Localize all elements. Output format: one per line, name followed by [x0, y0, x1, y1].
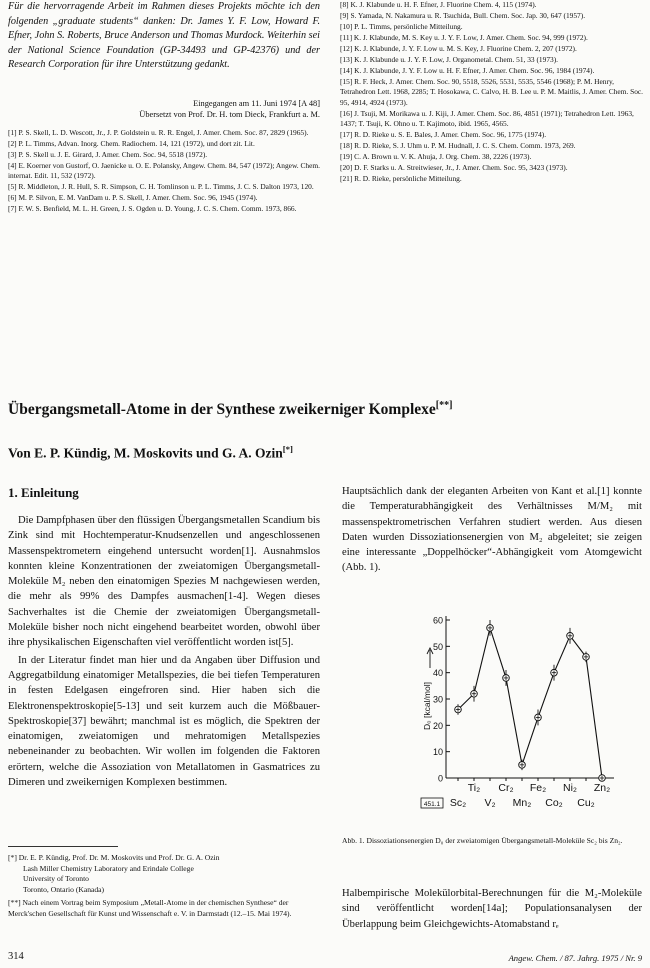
reference-item: [12] K. J. Klabunde, J. Y. F. Low u. M. S. Key, J. Fluorine Chem. 2, 207 (1972).: [340, 44, 577, 53]
reference-item: [8] K. J. Klabunde u. H. F. Efner, J. Fluorine Chem. 4, 115 (1974).: [340, 0, 537, 9]
reference-item: [1] P. S. Skell, L. D. Wescott, Jr., J. P. Goldstein u. R. R. Engel, J. Amer. Chem. Soc. 87, 2829 (1965).: [8, 128, 309, 137]
reference-item: [6] M. P. Silvon, E. M. VanDam u. P. S. Skell, J. Amer. Chem. Soc. 96, 1945 (1974).: [8, 193, 258, 203]
paragraph: Die Dampfphasen über den flüssigen Übergangsmetallen Scandium bis Zink sind mit Hochtemperatur-Knudsenzellen und angeschlossenen Massenspektrometern eingehend untersucht worden[1]. Ausnahmslos konnten kleine Konzentrationen der zweiatomigen Übergangsmetall-Moleküle M₂ neben den einatomigen Spezies M nachgewiesen werden, die mehr als 99% des Dampfes ausmachen[1-4]. Wegen dieses Sachverhaltes ist die Chemie der zweiatomigen Übergangsmetall-Moleküle bisher noch nicht eingehend bearbeitet worden, obwohl über ihre physikalischen Eigenschaften viel veröffentlicht worden ist[5].: [8, 515, 320, 649]
section-heading: 1. Einleitung: [8, 485, 79, 500]
journal-footer: Angew. Chem. / 87. Jahrg. 1975 / Nr. 9: [508, 953, 642, 963]
figure-label: 451.1: [423, 801, 441, 808]
reference-item: [2] P. L. Timms, Advan. Inorg. Chem. Radiochem. 14, 121 (1972), und dort zit. Lit.: [8, 139, 255, 148]
reference-item: [5] R. Middleton, J. R. Hull, S. R. Simpson, C. H. Tomlinson u. P. L. Timms, J. C. S. Dalton 1973, 120.: [8, 182, 314, 192]
footnote-rule: [8, 846, 118, 847]
article-title-text: Übergangsmetall-Atome in der Synthese zweikerniger Komplexe: [8, 401, 436, 419]
reference-item: [7] F. W. S. Benfield, M. L. H. Green, J. S. Ogden u. D. Young, J. C. S. Chem. Comm. 1973, 866.: [8, 204, 297, 214]
x-tick-label: Ti₂: [467, 782, 481, 794]
footnote-address-line: Toronto, Ontario (Kanada): [23, 884, 105, 894]
reference-item: [3] P. S. Skell u. J. E. Girard, J. Amer. Chem. Soc. 94, 5518 (1972).: [8, 150, 208, 159]
y-tick-label: 0: [437, 773, 443, 784]
title-footnote-mark: [**]: [435, 400, 453, 411]
paragraph: In der Literatur findet man hier und da Angaben über Diffusion und Aggregatbildung einatomiger Metallspezies, die bei tiefen Temperaturen in festen Edelgasen eingefroren sind. Hier haben sich die Elektronenspektroskopie[5-13] und seit kurzem auch die Mößbauer-Spektroskopie[37] bewährt; manchmal ist es möglich, die Spektren der einatomigen, zweiatomigen und mehratomigen Metallspezies nebeneinander zu beobachten. Wir wollen im folgenden die Faktoren erörtern, welche die Assoziation von Metallatomen in Gasmatrices zu Dimeren und zweikernigen Komplexen bestimmen.: [8, 654, 320, 789]
footnote-address-line: University of Toronto: [23, 874, 89, 883]
reference-item: [16] J. Tsuji, M. Morikawa u. J. Kiji, J. Amer. Chem. Soc. 86, 4851 (1971); Tetrahedron Lett. 1963, 1437; T. Tsuji, K. Ohno u. T. Kajimoto, ibid. 1965, 4565.: [340, 108, 634, 129]
reference-item: [13] K. J. Klabunde u. J. Y. F. Low, J. Organometal. Chem. 51, 33 (1973).: [340, 55, 559, 64]
y-tick-label: 10: [432, 747, 443, 758]
reference-item: [21] R. D. Rieke, persönliche Mitteilung.: [340, 174, 462, 184]
dissociation-energy-chart: [420, 606, 644, 832]
reference-item: [20] D. F. Starks u. A. Streitwieser, Jr., J. Amer. Chem. Soc. 95, 3423 (1973).: [340, 163, 568, 173]
authors-footnote-mark: [*]: [282, 444, 293, 454]
reference-item: [11] K. J. Klabunde, M. S. Key u. J. Y. F. Low, J. Amer. Chem. Soc. 94, 999 (1972).: [340, 33, 588, 42]
received-note: [8, 98, 320, 120]
x-tick-label: Zn₂: [593, 782, 611, 794]
received-date: Eingegangen am 11. Juni 1974 [A 48]: [193, 99, 320, 108]
x-tick-label: Fe₂: [529, 782, 547, 794]
page-number: 314: [8, 951, 24, 962]
x-tick-label: V₂: [484, 797, 496, 809]
reference-item: [18] R. D. Rieke, S. J. Uhm u. P. M. Hudnall, J. C. S. Chem. Comm. 1973, 269.: [340, 141, 576, 151]
footnote-address-line: Lash Miller Chemistry Laboratory and Erindale College: [23, 863, 194, 873]
x-tick-label: Ni₂: [563, 782, 577, 794]
y-tick-label: 30: [432, 694, 443, 705]
reference-item: [17] R. D. Rieke u. S. E. Bales, J. Amer. Chem. Soc. 96, 1775 (1974).: [340, 130, 547, 140]
acknowledgement: Für die hervorragende Arbeit im Rahmen dieses Projekts möchte ich den folgenden „graduate students“ danken: Dr. James Y. F. Low, Howard F. Efner, John S. Roberts, Bruce Anderson und Thomas Murdock. Weiterhin sei der National Science Foundation (GP-34493 und GP-42376) und der Research Corporation für ihre Unterstützung gedankt.: [8, 1, 320, 71]
reference-item: [9] S. Yamada, N. Nakamura u. R. Tsuchida, Bull. Chem. Soc. Jap. 30, 647 (1957).: [340, 11, 586, 20]
y-tick-label: 20: [432, 720, 443, 731]
reference-list-right: [340, 0, 644, 185]
reference-item: [10] P. L. Timms, persönliche Mitteilung.: [340, 22, 463, 31]
x-tick-label: Sc₂: [449, 797, 467, 809]
footnotes: [8, 853, 320, 919]
reference-item: [15] R. F. Heck, J. Amer. Chem. Soc. 90, 5518, 5526, 5531, 5535, 5546 (1968); P. M. Henry, Tetrahedron Lett. 1968, 2285; T. Hosokawa, C. Calvo, H. B. Lee u. P. M. Maitlis, J. Amer. Chem. Soc. 95, 4914, 4924 (1973).: [340, 77, 644, 107]
y-tick-label: 40: [432, 668, 443, 679]
reference-list-left: [8, 128, 326, 215]
x-tick-label: Mn₂: [512, 797, 532, 809]
series-line: [458, 628, 602, 778]
footnote-symposium: [**] Nach einem Vortrag beim Symposium „Metall-Atome in der chemischen Synthese“ der Merck'schen Gesellschaft für Kunst und Wissenschaft e. V. in Darmstadt (12.–15. Mai 1974).: [8, 898, 292, 918]
y-tick-label: 60: [432, 615, 443, 626]
reference-item: [4] E. Koerner von Gustorf, O. Jaenicke u. O. E. Polansky, Angew. Chem. 84, 547 (1972); Angew. Chem. internat. Edit. 11, 532 (1972).: [8, 161, 320, 181]
left-column-text: [8, 513, 320, 792]
x-tick-label: Co₂: [545, 797, 563, 809]
right-column-text: Hauptsächlich dank der eleganten Arbeiten von Kant et al.[1] konnte die Temperaturabhängigkeit des Verhältnisses M/M₂ mit massenspektrometrischen Verfahren studiert werden. Aus diesen Daten wurden Dissoziationsenergien von M₂ abgeleitet; sie zeigen eine interessante „Doppelhöcker“-Abhängigkeit vom Atomgewicht (Abb. 1).: [342, 486, 642, 574]
article-title: [8, 400, 638, 419]
footnote-authors: [*] Dr. E. P. Kündig, Prof. Dr. M. Moskovits und Prof. Dr. G. A. Ozin: [8, 853, 220, 862]
figure-caption: Abb. 1. Dissoziationsenergien D₀ der zweiatomigen Übergangsmetall-Moleküle Sc₂ bis Zn₂.: [342, 836, 623, 845]
reference-item: [19] C. A. Brown u. V. K. Ahuja, J. Org. Chem. 38, 2226 (1973).: [340, 152, 532, 162]
y-tick-label: 50: [432, 641, 443, 652]
x-tick-label: Cu₂: [577, 797, 595, 809]
reference-item: [14] K. J. Klabunde, J. Y. F. Low u. H. F. Efner, J. Amer. Chem. Soc. 96, 1984 (1974).: [340, 66, 595, 75]
y-axis-label: D₀ [kcal/mol]: [422, 682, 432, 730]
x-tick-label: Cr₂: [498, 782, 514, 794]
authors-text: Von E. P. Kündig, M. Moskovits und G. A. Ozin: [8, 445, 283, 461]
translator-note: Übersetzt von Prof. Dr. H. tom Dieck, Frankfurt a. M.: [139, 110, 320, 119]
article-authors: [8, 444, 638, 462]
right-column-text-continued: Halbempirische Molekülorbital-Berechnungen für die M₂-Moleküle sind veröffentlicht worden[14a]; Populationsanalysen der Überlappung beim Gleichgewichts-Atomabstand rₑ: [342, 888, 642, 930]
